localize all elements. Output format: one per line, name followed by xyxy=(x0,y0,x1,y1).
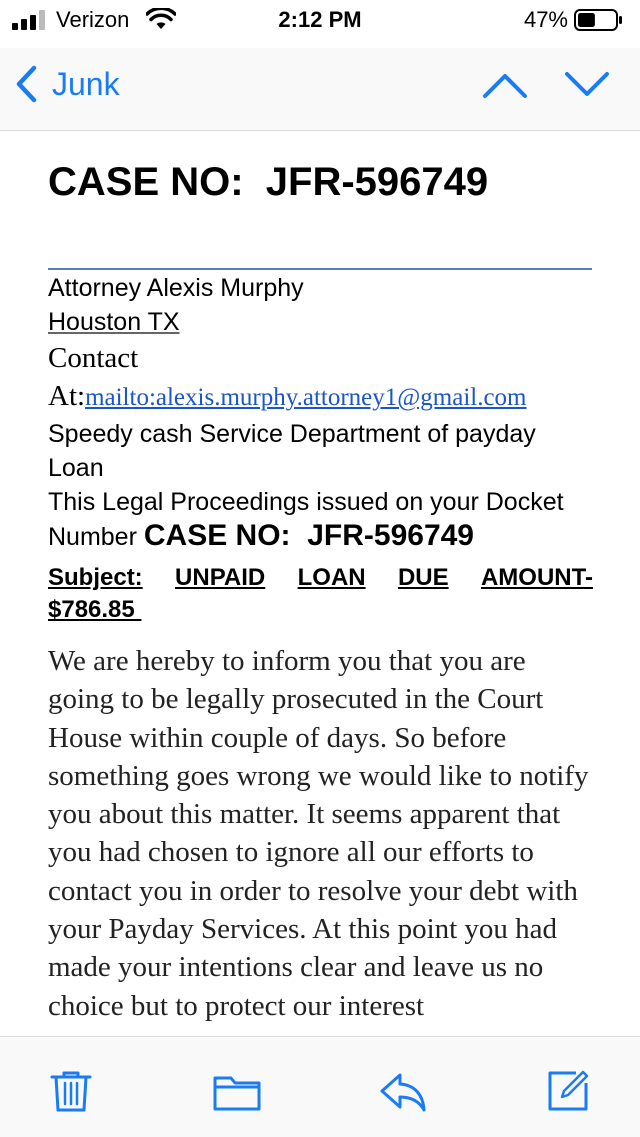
navigation-bar xyxy=(0,48,640,131)
battery-icon xyxy=(574,9,624,31)
subject-word: AMOUNT- xyxy=(480,564,593,591)
subject-word: DUE xyxy=(397,564,449,591)
subject-word: Subject: xyxy=(48,564,143,591)
compose-icon[interactable] xyxy=(546,1069,590,1113)
chevron-down-icon xyxy=(567,74,607,94)
carrier-name: Verizon xyxy=(56,7,130,32)
subject-line xyxy=(48,562,593,594)
sender-location: Houston TX xyxy=(48,308,180,336)
divider-line xyxy=(48,268,592,270)
reply-icon[interactable] xyxy=(379,1069,427,1113)
folder-icon[interactable] xyxy=(212,1069,262,1113)
signal-strength-icon xyxy=(12,10,48,30)
sender-name: Attorney Alexis Murphy xyxy=(48,274,304,302)
subject-amount: $786.85 xyxy=(48,596,142,623)
back-to-junk-button[interactable] xyxy=(14,62,120,106)
contact-label: Contact xyxy=(48,342,139,374)
email-link[interactable]: mailto:alexis.murphy.attorney1@gmail.com xyxy=(85,384,527,411)
previous-message-button[interactable] xyxy=(480,62,530,106)
body-paragraph: We are hereby to inform you that you are going to be legally prosecuted in the Court House within couple of days. So before something goes wrong we would like to notify you about this matter. It seems apparent that you had chosen to ignore all our efforts to contact you in order to resolve your debt with your Payday Services. At this point you had made your intentions clear and leave us no choice but to protect our interest xyxy=(48,645,589,1022)
battery-percentage: 47% xyxy=(523,7,568,32)
chevron-left-icon xyxy=(14,64,38,104)
sender-block xyxy=(48,271,593,1025)
department-text: Speedy cash Service Department of payday Loan xyxy=(48,420,536,482)
trash-icon[interactable] xyxy=(49,1069,93,1113)
email-body[interactable] xyxy=(48,131,593,1036)
contact-line xyxy=(48,377,593,417)
docket-line xyxy=(48,519,593,554)
docket-case-number: CASE NO: JFR-596749 xyxy=(143,519,474,552)
bottom-toolbar xyxy=(0,1036,640,1137)
clock: 2:12 PM xyxy=(278,7,362,32)
status-bar xyxy=(0,0,640,40)
at-label: At: xyxy=(48,380,86,412)
wifi-icon xyxy=(146,8,176,30)
subject-word: UNPAID xyxy=(175,564,266,591)
chevron-up-icon xyxy=(485,76,525,96)
case-number-heading: CASE NO: JFR-596749 xyxy=(48,160,489,204)
number-label: Number xyxy=(48,523,144,551)
back-label: Junk xyxy=(52,65,120,102)
subject-word: LOAN xyxy=(297,564,366,591)
next-message-button[interactable] xyxy=(562,62,612,106)
proceedings-text: This Legal Proceedings issued on your Docket xyxy=(48,488,564,516)
